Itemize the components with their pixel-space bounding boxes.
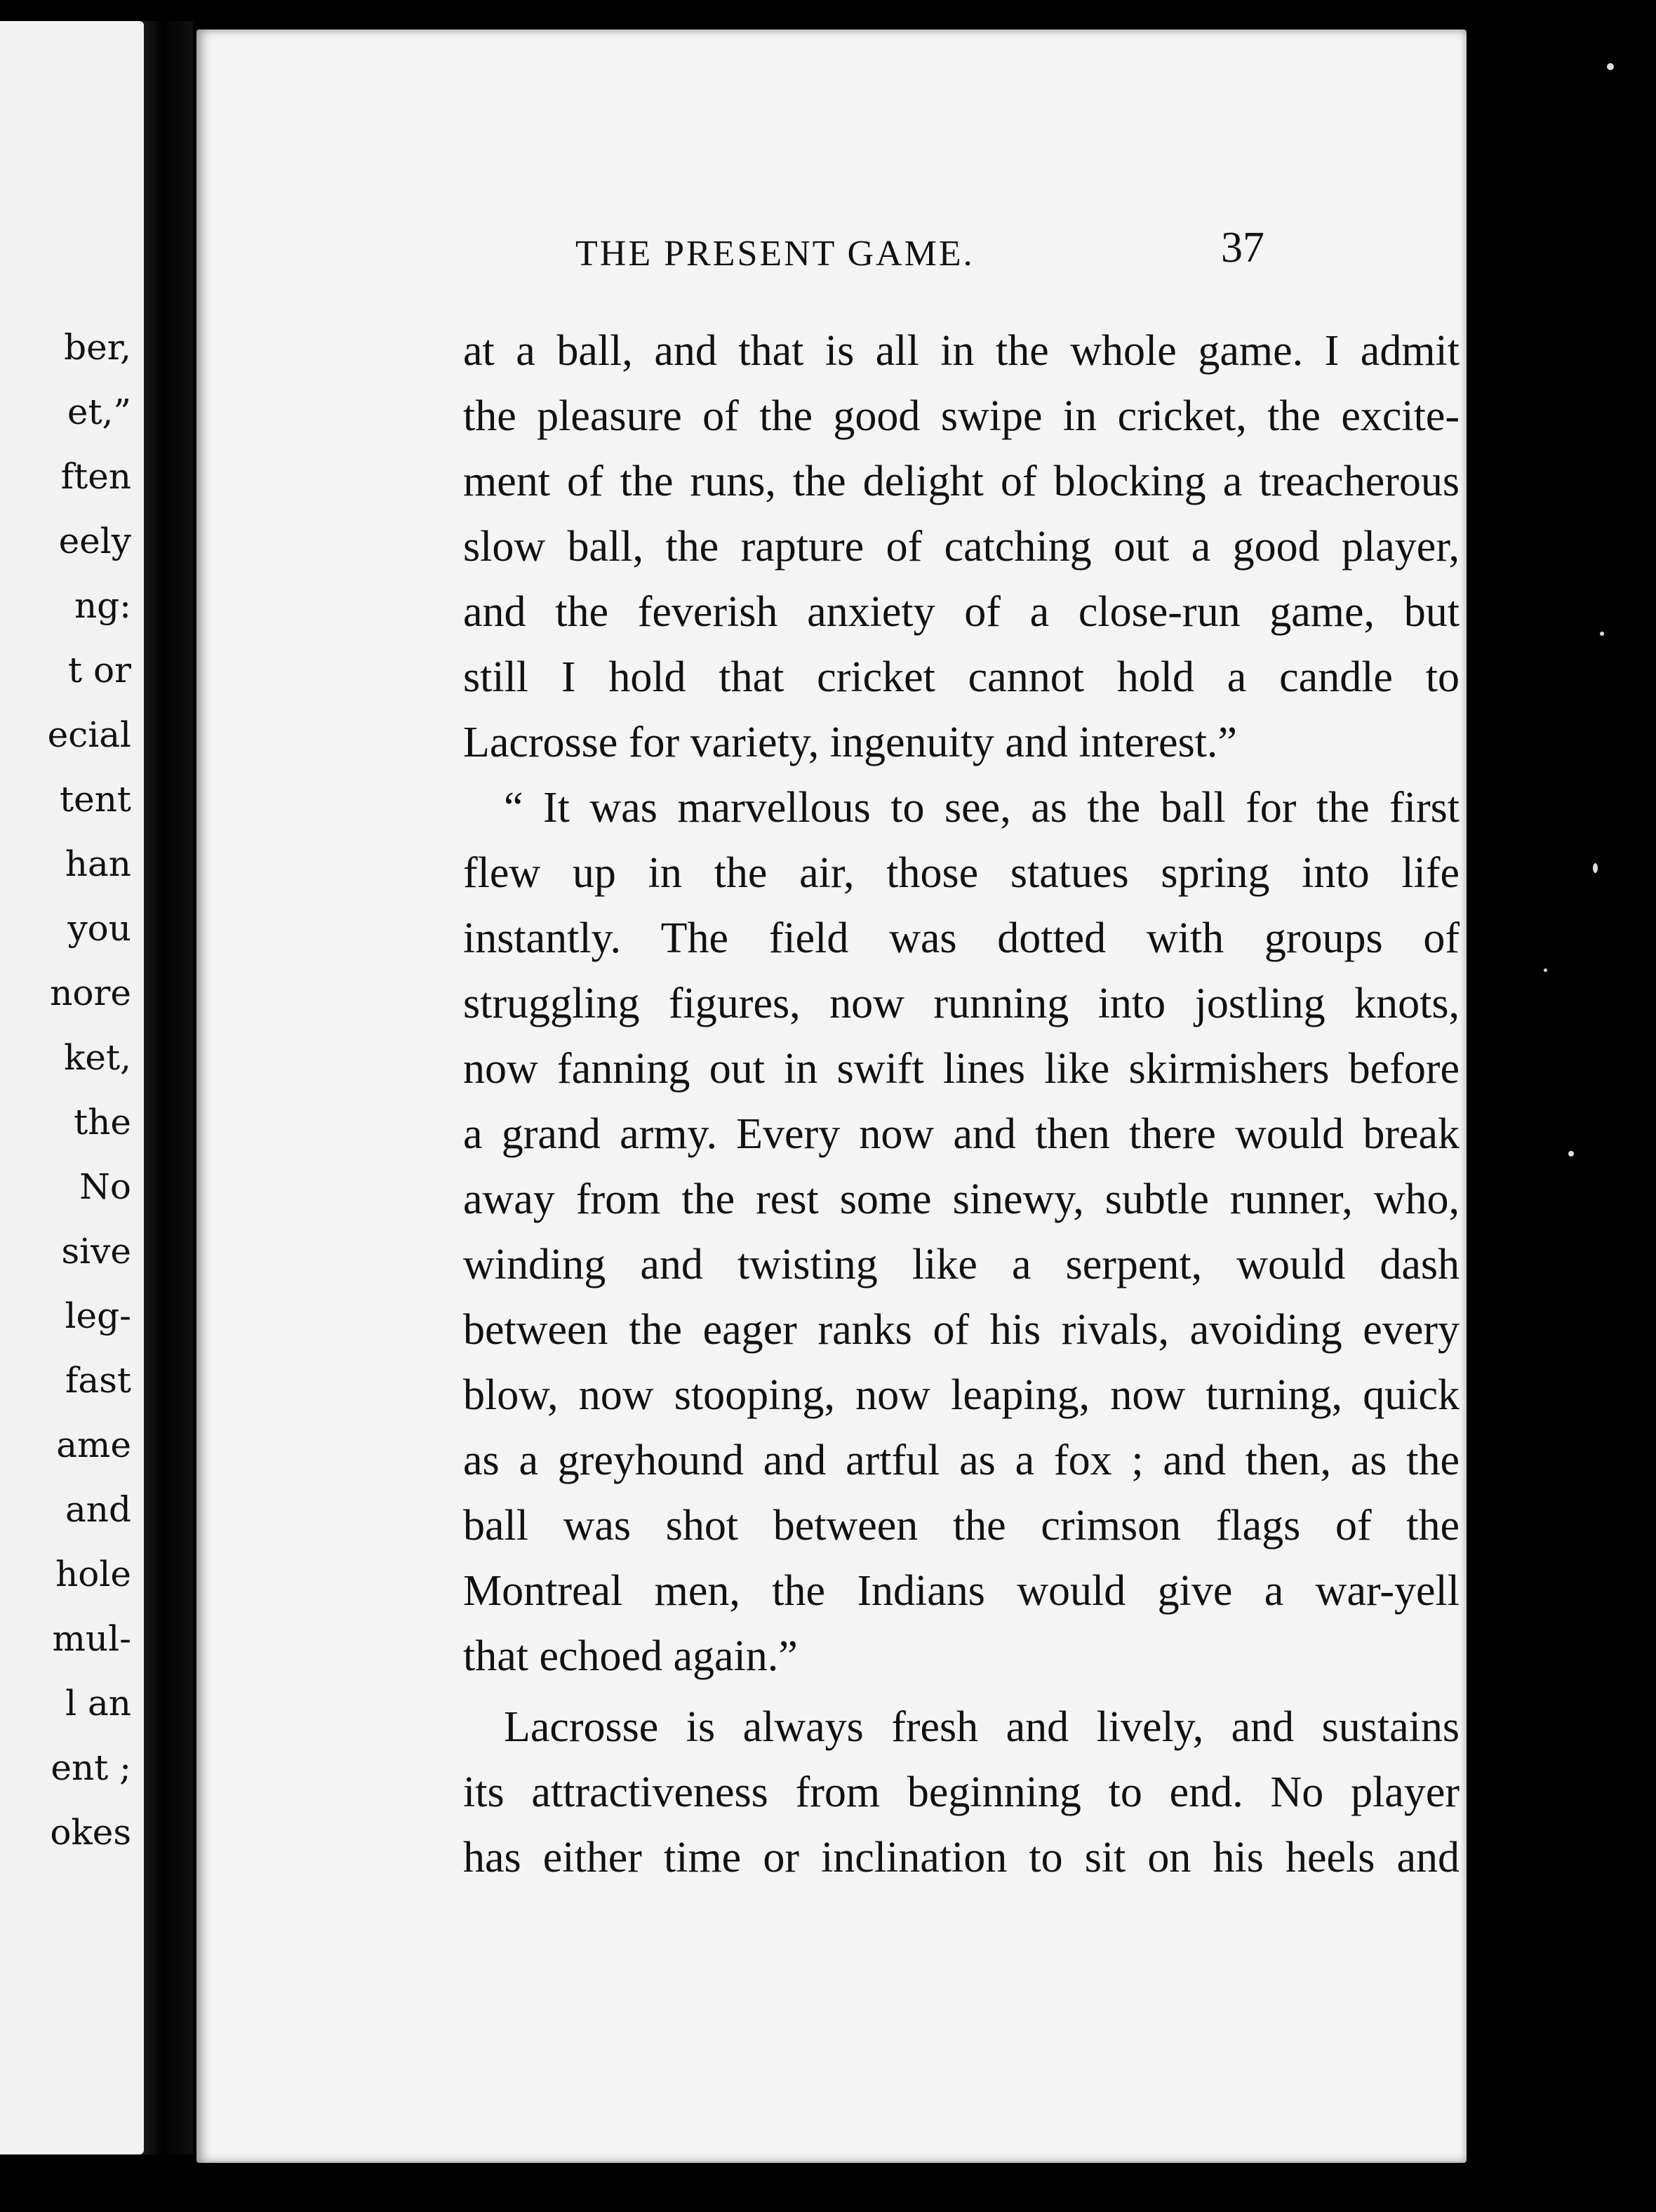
book-gutter xyxy=(144,21,193,2154)
body-text xyxy=(463,319,1460,1891)
left-page-fragment: mul- xyxy=(52,1618,131,1659)
left-page-fragment: ame xyxy=(56,1425,131,1465)
text-line: as a greyhound and artful as a fox ; and then, as the xyxy=(463,1437,1460,1484)
text-line: still I hold that cricket cannot hold a candle to xyxy=(463,653,1460,701)
left-page-fragment: No xyxy=(79,1166,131,1207)
text-line: a grand army. Every now and then there would break xyxy=(463,1110,1460,1158)
dust-speck xyxy=(1593,863,1598,873)
left-page-fragment: the xyxy=(74,1102,131,1142)
dust-speck xyxy=(1607,63,1614,70)
left-page-fragment: ng: xyxy=(74,585,131,626)
dust-speck xyxy=(1600,632,1604,636)
left-page-fragment: ften xyxy=(60,456,131,497)
text-line: away from the rest some sinewy, subtle runner, who, xyxy=(463,1175,1460,1223)
text-line: winding and twisting like a serpent, would dash xyxy=(463,1241,1460,1288)
text-line: has either time or inclination to sit on his heels and xyxy=(463,1834,1460,1881)
text-line: now fanning out in swift lines like skirmishers before xyxy=(463,1045,1460,1093)
left-page-fragment: eely xyxy=(58,521,131,561)
text-line: at a ball, and that is all in the whole game. I admit xyxy=(463,327,1460,375)
dust-speck xyxy=(1544,968,1547,972)
left-page-fragment: et,” xyxy=(67,392,131,432)
paragraph-gap xyxy=(463,1689,1460,1695)
text-line: instantly. The field was dotted with groups of xyxy=(463,914,1460,962)
left-page-fragment: leg- xyxy=(65,1295,131,1336)
left-page-edge xyxy=(0,21,144,2154)
left-page-fragment: t or xyxy=(68,650,131,691)
text-line: ment of the runs, the delight of blocking a treacherous xyxy=(463,458,1460,505)
left-page-fragment: ecial xyxy=(47,714,131,755)
text-line: Lacrosse for variety, ingenuity and interest.” xyxy=(463,719,1237,766)
book-page xyxy=(196,29,1467,2163)
text-line: Montreal men, the Indians would give a war-yell xyxy=(463,1567,1460,1615)
text-line: its attractiveness from beginning to end. No player xyxy=(463,1768,1460,1816)
left-page-fragment: sive xyxy=(61,1231,131,1272)
left-page-fragment: ket, xyxy=(64,1037,131,1078)
left-page-fragment: tent xyxy=(60,779,131,820)
text-line: flew up in the air, those statues spring into life xyxy=(463,849,1460,897)
left-page-fragment: l an xyxy=(65,1683,131,1724)
text-line: ball was shot between the crimson flags of the xyxy=(463,1502,1460,1550)
left-page-fragment: nore xyxy=(50,973,131,1013)
left-page-fragment: fast xyxy=(65,1360,131,1401)
left-page-fragment: ent ; xyxy=(51,1747,131,1788)
left-page-fragment: ber, xyxy=(64,327,131,368)
text-line: between the eager ranks of his rivals, avoiding every xyxy=(463,1306,1460,1354)
left-page-fragment: han xyxy=(65,844,131,884)
text-line: struggling figures, now running into jostling knots, xyxy=(463,980,1460,1027)
text-line: “ It was marvellous to see, as the ball for the first xyxy=(504,784,1460,832)
left-page-fragment: okes xyxy=(50,1812,131,1853)
text-line: blow, now stooping, now leaping, now turning, quick xyxy=(463,1371,1460,1419)
dust-speck xyxy=(1568,1151,1574,1157)
running-head: THE PRESENT GAME. xyxy=(575,234,975,274)
left-page-fragment: you xyxy=(67,908,131,949)
text-line: that echoed again.” xyxy=(463,1632,798,1680)
text-line: slow ball, the rapture of catching out a good player, xyxy=(463,523,1460,571)
text-line: the pleasure of the good swipe in cricket, the excite- xyxy=(463,392,1460,440)
text-line: Lacrosse is always fresh and lively, and sustains xyxy=(504,1703,1460,1751)
left-page-fragment: and xyxy=(65,1489,131,1530)
left-page-fragment: hole xyxy=(55,1554,131,1594)
page-number: 37 xyxy=(1221,224,1264,272)
text-line: and the feverish anxiety of a close-run game, but xyxy=(463,588,1460,636)
